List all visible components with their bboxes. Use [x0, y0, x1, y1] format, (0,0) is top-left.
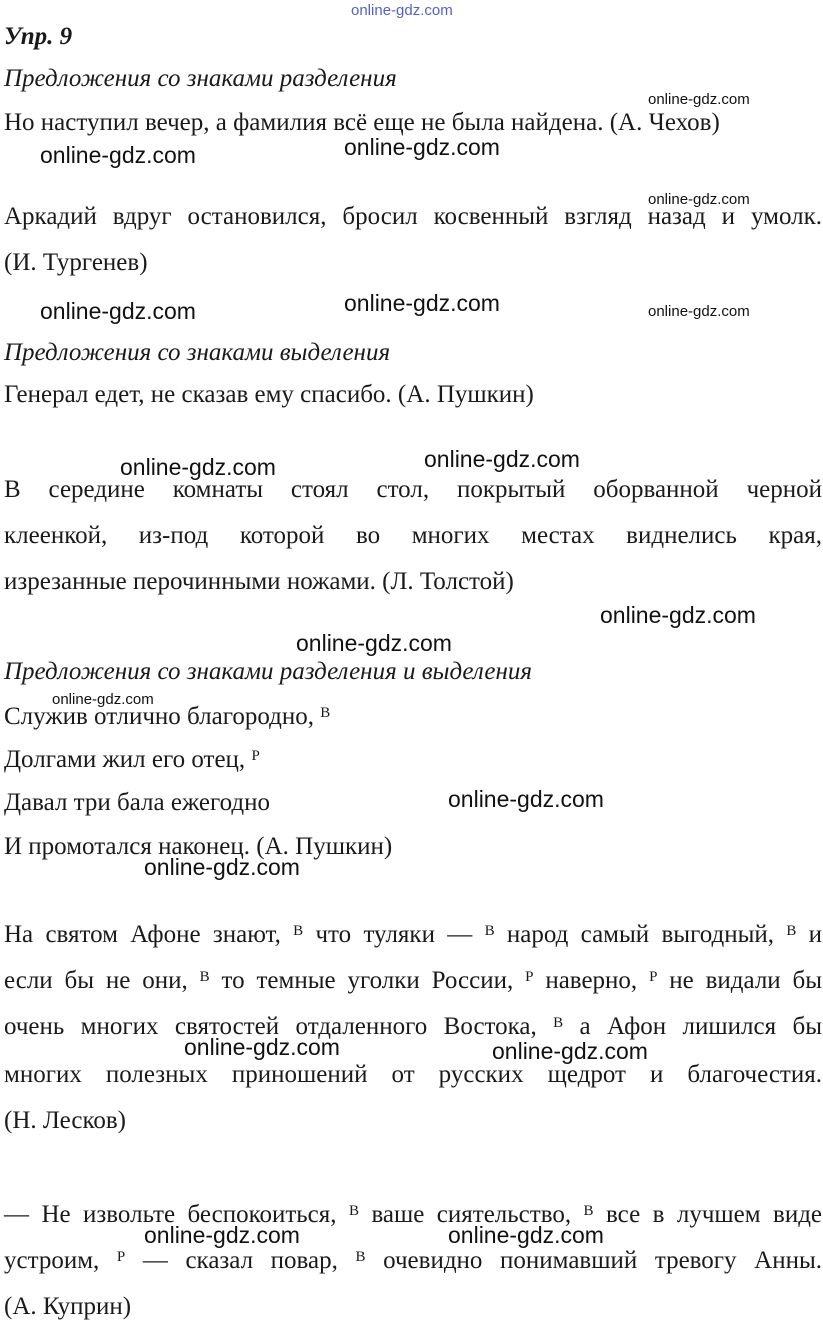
sentence-part: а Афон лишился бы — [579, 1013, 822, 1040]
sentence-part: все в лучшем виде — [606, 1201, 823, 1228]
sentence-part: ваше сиятельство, — [371, 1201, 572, 1228]
punctuation-mark-label: В — [553, 1015, 564, 1031]
exercise-title: Упр. 9 — [4, 23, 73, 50]
punctuation-mark-label: Р — [649, 969, 658, 985]
punctuation-mark-label: В — [355, 1249, 366, 1265]
watermark: online-gdz.com — [344, 134, 500, 160]
watermark: online-gdz.com — [648, 303, 750, 320]
watermark: online-gdz.com — [492, 1038, 648, 1064]
punctuation-mark-label: В — [348, 1203, 359, 1219]
watermark: online-gdz.com — [648, 91, 750, 108]
watermark: online-gdz.com — [448, 1222, 604, 1248]
verse-text: Долгами жил его отец, — [4, 746, 246, 773]
example-sentence: Но наступил вечер, а фамилия всё еще не была найдена. (А. Чехов) — [4, 109, 720, 136]
watermark: online-gdz.com — [351, 2, 453, 19]
punctuation-mark-label: Р — [251, 748, 260, 764]
sentence-part: наверно, — [545, 967, 638, 994]
example-sentence: (И. Тургенев) — [4, 249, 148, 276]
verse-line: И промотался наконец. (А. Пушкин) — [4, 833, 393, 860]
watermark: online-gdz.com — [184, 1034, 340, 1060]
sentence-part: и — [808, 921, 823, 948]
watermark: online-gdz.com — [424, 446, 580, 472]
watermark: online-gdz.com — [448, 786, 604, 812]
verse-line: Давал три бала ежегодно — [4, 789, 271, 816]
sentence-part: устроим, — [4, 1247, 100, 1274]
example-sentence: Генерал едет, не сказав ему спасибо. (А. Пушкин) — [4, 381, 534, 408]
watermark: online-gdz.com — [40, 142, 196, 168]
watermark: online-gdz.com — [344, 290, 500, 316]
example-sentence — [4, 1012, 822, 1042]
sentence-part: На святом Афоне знают, — [4, 921, 281, 948]
punctuation-mark-label: Р — [525, 969, 534, 985]
sentence-part: народ самый выгодный, — [506, 921, 775, 948]
example-sentence: клеенкой, из-под которой во многих местах виднелись края, — [4, 522, 822, 549]
sentence-part: — Не извольте беспокоиться, — [4, 1201, 337, 1228]
watermark: online-gdz.com — [600, 602, 756, 628]
watermark: online-gdz.com — [40, 298, 196, 324]
example-sentence: (А. Куприн) — [4, 1293, 132, 1320]
section-heading-both: Предложения со знаками разделения и выделения — [4, 658, 533, 685]
sentence-part: очень многих святостей отдаленного Востока, — [4, 1013, 537, 1040]
punctuation-mark-label: В — [293, 923, 304, 939]
sentence-part: если бы не они, — [4, 967, 188, 994]
example-sentence — [4, 966, 822, 996]
punctuation-mark-label: В — [199, 969, 210, 985]
example-sentence: (Н. Лесков) — [4, 1107, 126, 1134]
watermark: online-gdz.com — [52, 691, 154, 708]
verse-line — [4, 745, 260, 775]
example-sentence — [4, 1200, 822, 1230]
punctuation-mark-label: В — [484, 923, 495, 939]
sentence-part: — сказал повар, — [142, 1247, 338, 1274]
watermark: online-gdz.com — [144, 1222, 300, 1248]
sentence-part: не видали бы — [669, 967, 823, 994]
example-sentence — [4, 920, 822, 950]
section-heading-separation: Предложения со знаками разделения — [4, 65, 397, 92]
example-sentence: Аркадий вдруг остановился, бросил косвенный взгляд назад и умолк. — [4, 203, 822, 230]
watermark: online-gdz.com — [296, 630, 452, 656]
verse-line — [4, 702, 330, 732]
verse-text: Служив отлично благородно, — [4, 703, 314, 730]
punctuation-mark-label: В — [786, 923, 797, 939]
example-sentence: изрезанные перочинными ножами. (Л. Толстой) — [4, 568, 514, 595]
punctuation-mark-label: В — [583, 1203, 594, 1219]
sentence-part: очевидно понимавший тревогу Анны. — [383, 1247, 823, 1274]
watermark: online-gdz.com — [144, 854, 300, 880]
punctuation-mark-label: В — [320, 705, 331, 721]
sentence-part: то темные уголки России, — [221, 967, 514, 994]
watermark: online-gdz.com — [120, 454, 276, 480]
example-sentence: В середине комнаты стоял стол, покрытый оборванной черной — [4, 476, 822, 503]
example-sentence: многих полезных приношений от русских щедрот и благочестия. — [4, 1061, 822, 1088]
sentence-part: что туляки — — [315, 921, 473, 948]
section-heading-isolation: Предложения со знаками выделения — [4, 339, 391, 366]
watermark: online-gdz.com — [648, 191, 750, 208]
punctuation-mark-label: Р — [116, 1249, 126, 1265]
example-sentence — [4, 1246, 822, 1276]
